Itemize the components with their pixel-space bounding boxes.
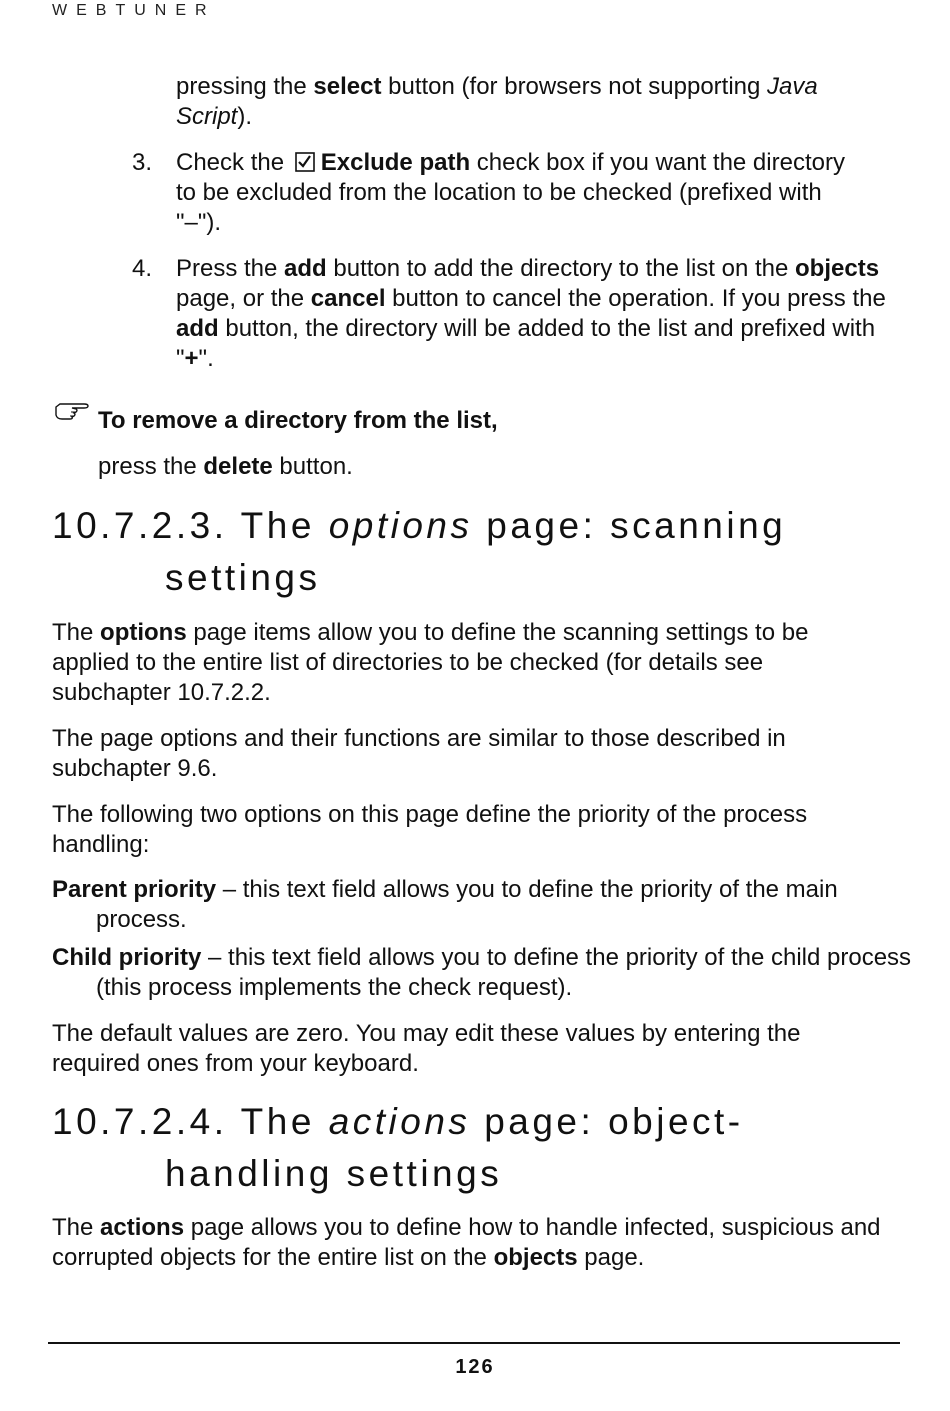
section-number: 10.7.2.4. (52, 1101, 228, 1142)
text: page allows you to define how to handle infected, suspicious and corrupted objects for the entire list on the (52, 1214, 881, 1271)
java-script-term: Java Script (176, 73, 818, 130)
text: The (52, 1214, 101, 1241)
add-term: add (176, 315, 219, 342)
step2-continuation (176, 72, 896, 132)
parent-priority-definition (52, 875, 902, 935)
plus-term: + (184, 345, 199, 372)
heading-line-2: settings (165, 557, 321, 598)
section-heading-options (52, 500, 786, 604)
text: button to cancel the operation. If you press the (385, 285, 886, 312)
step3-text (176, 148, 856, 238)
text: ". (198, 345, 214, 372)
actions-term: actions (100, 1214, 185, 1241)
section-number: 10.7.2.3. (52, 505, 228, 546)
text: Check the (176, 149, 291, 176)
text: Press the (176, 255, 285, 282)
text: pressing the (176, 73, 314, 100)
checked-checkbox-icon (295, 152, 315, 172)
pointing-hand-icon (54, 401, 94, 421)
procedure-step (98, 452, 858, 482)
text: – this text field allows you to define the priority of the main process. (96, 876, 838, 933)
child-priority-definition (52, 943, 944, 1003)
text: The (52, 619, 101, 646)
options-paragraph-3: The following two options on this page define the priority of the process handling: (52, 801, 808, 858)
exclude-path-term: Exclude path (320, 149, 471, 176)
child-priority-term: Child priority (52, 944, 202, 971)
options-paragraph-4: The default values are zero. You may edit these values by entering the required ones from your keyboard. (52, 1020, 801, 1077)
cancel-term: cancel (310, 285, 386, 312)
options-paragraph-1 (52, 618, 882, 708)
step4-text (176, 254, 906, 374)
options-paragraph-2: The page options and their functions are similar to those described in subchapter 9.6. (52, 725, 786, 782)
text: press the (98, 453, 204, 480)
step3-number: 3. (132, 149, 153, 176)
text: The (240, 1101, 329, 1142)
text: page. (577, 1244, 645, 1271)
step4-number: 4. (132, 255, 153, 282)
section-heading-actions (52, 1096, 744, 1200)
text: page, or the (176, 285, 311, 312)
text: button. (272, 453, 353, 480)
text: page: object- (470, 1101, 744, 1142)
text: page items allow you to define the scanning settings to be applied to the entire list of directories to be checked (for details see subchapter 10.7.2.2. (52, 619, 809, 706)
text: The (240, 505, 329, 546)
objects-term: objects (795, 255, 880, 282)
actions-paragraph-1 (52, 1213, 892, 1273)
text: ). (237, 103, 253, 130)
options-term: options (100, 619, 187, 646)
footer-divider (48, 1342, 900, 1344)
parent-priority-term: Parent priority (52, 876, 217, 903)
text: button, the directory will be added to the list and prefixed with " (176, 315, 876, 372)
text: button (for browsers not supporting (381, 73, 768, 100)
running-header: WEBTUNER (52, 2, 216, 19)
objects-term: objects (493, 1244, 578, 1271)
text: button to add the directory to the list on the (326, 255, 796, 282)
actions-term: actions (328, 1101, 471, 1142)
text: page: scanning (472, 505, 787, 546)
options-term: options (328, 505, 473, 546)
select-term: select (313, 73, 382, 100)
procedure-heading: To remove a directory from the list, (98, 407, 498, 434)
text: check box if you want the directory to be excluded from the location to be checked (prefixed with "–"). (176, 149, 845, 236)
add-term: add (284, 255, 327, 282)
delete-term: delete (203, 453, 273, 480)
page-number: 126 (455, 1356, 495, 1378)
heading-line-2: handling settings (165, 1153, 503, 1194)
text: – this text field allows you to define the priority of the child process (this process implements the check request). (96, 944, 912, 1001)
